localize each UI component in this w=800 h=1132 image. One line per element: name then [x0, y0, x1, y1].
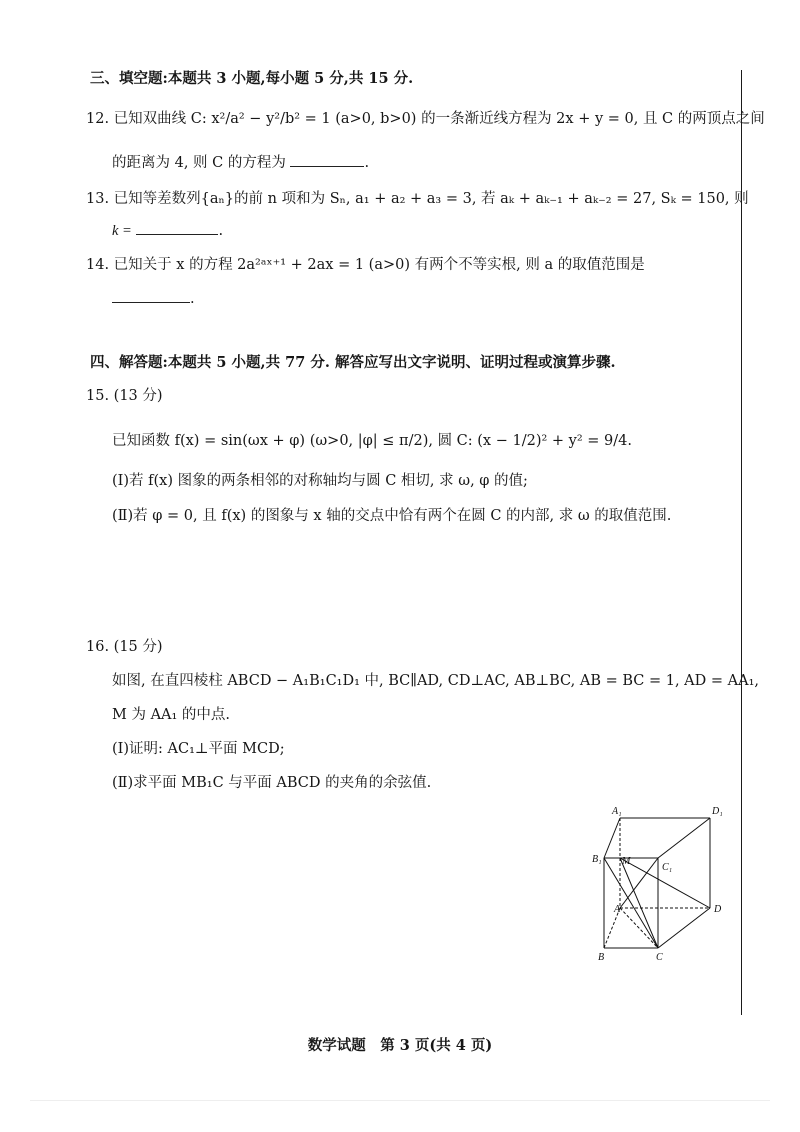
label-D1: D₁	[712, 806, 723, 817]
q15-statement: 已知函数 f(x) = sin(ωx + φ) (ω>0, |φ| ≤ π/2), 圆 C: (x − 1/2)² + y² = 9/4.	[112, 433, 632, 449]
q13-k-prefix: k =	[112, 223, 132, 239]
label-B1: B₁	[592, 854, 602, 865]
q12-answer-blank[interactable]	[290, 166, 364, 167]
q13-answer-blank[interactable]	[136, 234, 218, 235]
prism-figure	[590, 800, 730, 970]
q12-line1: 12. 已知双曲线 C: x²/a² − y²/b² = 1 (a>0, b>0) 的一条渐近线方程为 2x + y = 0, 且 C 的两顶点之间	[86, 111, 765, 127]
q13-line2	[112, 220, 223, 242]
q14-line1: 14. 已知关于 x 的方程 2a²ᵃˣ⁺¹ + 2ax = 1 (a>0) 有两个不等实根, 则 a 的取值范围是	[86, 257, 645, 273]
q14-line2	[112, 288, 195, 310]
bottom-rule	[30, 1100, 770, 1101]
label-C1: C₁	[662, 862, 673, 873]
q14-end: .	[190, 291, 195, 307]
q13-line1: 13. 已知等差数列{aₙ}的前 n 项和为 Sₙ, a₁ + a₂ + a₃ = 3, 若 aₖ + aₖ₋₁ + aₖ₋₂ = 27, Sₖ = 150, 则	[86, 191, 749, 207]
q16-line1: 如图, 在直四棱柱 ABCD − A₁B₁C₁D₁ 中, BC∥AD, CD⊥AC, AB⊥BC, AB = BC = 1, AD = AA₁,	[112, 673, 760, 689]
q16-line2: M 为 AA₁ 的中点.	[112, 707, 231, 723]
label-M: M	[622, 856, 631, 867]
q12-line2-text: 的距离为 4, 则 C 的方程为	[112, 155, 286, 171]
label-C: C	[656, 952, 663, 963]
label-A1: A₁	[612, 806, 622, 817]
label-B: B	[598, 952, 605, 963]
label-D: D	[714, 904, 722, 915]
right-margin-rule	[741, 70, 742, 1015]
q16-part1: (Ⅰ)证明: AC₁⊥平面 MCD;	[112, 741, 285, 757]
q16-label: 16. (15 分)	[86, 639, 163, 655]
label-A: A	[614, 904, 621, 915]
section4-heading: 四、解答题:本题共 5 小题,共 77 分. 解答应写出文字说明、证明过程或演算步骤.	[90, 354, 616, 371]
section3-heading: 三、填空题:本题共 3 小题,每小题 5 分,共 15 分.	[90, 70, 414, 87]
q16-part2: (Ⅱ)求平面 MB₁C 与平面 ABCD 的夹角的余弦值.	[112, 775, 432, 791]
page-footer: 数学试题 第 3 页(共 4 页)	[307, 1037, 493, 1054]
q12-line2	[112, 152, 369, 174]
q15-part1: (Ⅰ)若 f(x) 图象的两条相邻的对称轴均与圆 C 相切, 求 ω, φ 的值;	[112, 473, 528, 489]
q15-label: 15. (13 分)	[86, 388, 163, 404]
q13-end: .	[218, 223, 224, 239]
q15-part2: (Ⅱ)若 φ = 0, 且 f(x) 的图象与 x 轴的交点中恰有两个在圆 C 的内部, 求 ω 的取值范围.	[112, 508, 672, 524]
q12-end: .	[364, 155, 370, 171]
q14-answer-blank[interactable]	[112, 302, 190, 303]
